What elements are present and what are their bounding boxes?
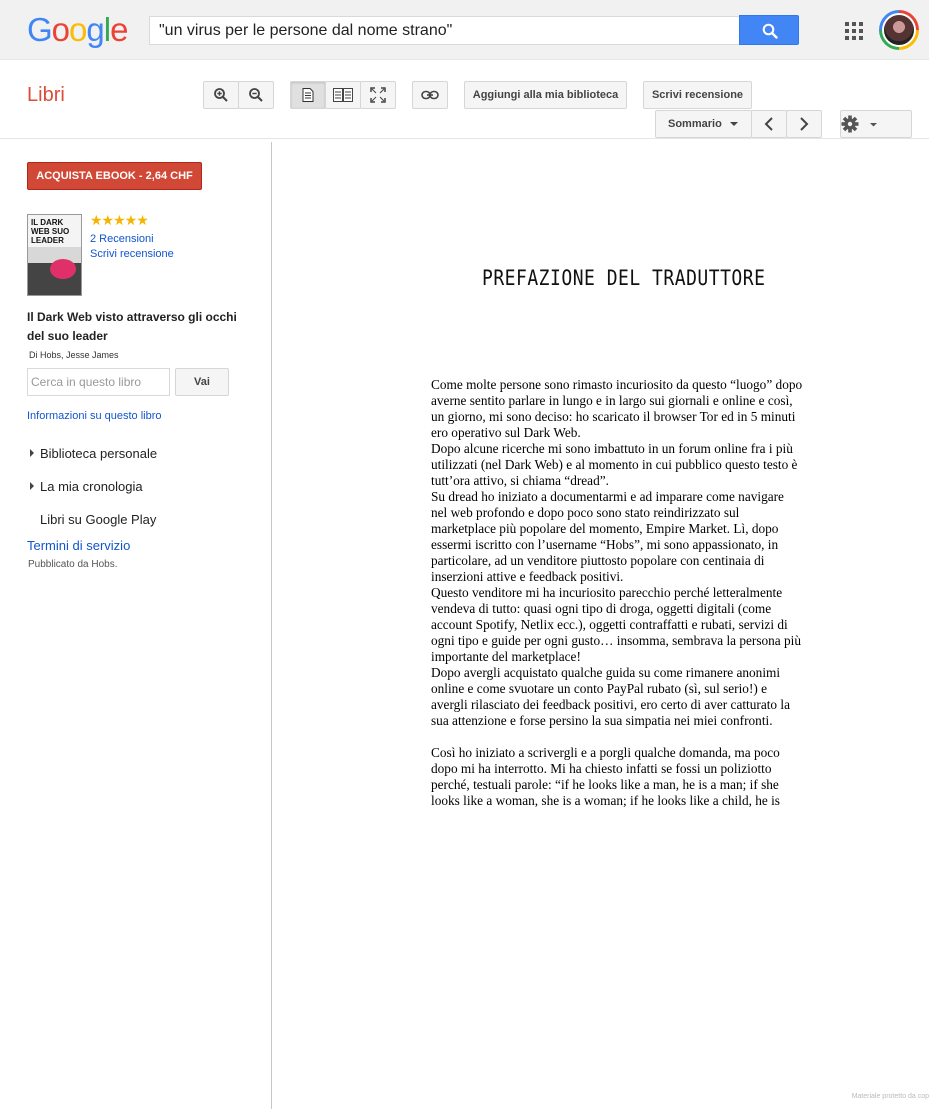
book-info-link[interactable]: Informazioni su questo libro [27,410,162,422]
book-cover[interactable] [27,214,82,296]
zoom-in-icon [213,87,229,103]
toolbar-divider [0,138,929,139]
top-bar [0,0,929,60]
page-body [431,377,803,809]
reviews-link[interactable]: 2 Recensioni [90,233,154,245]
next-page-button[interactable] [786,110,822,138]
zoom-out-button[interactable] [238,81,274,109]
chevron-right-icon [799,117,809,131]
section-title[interactable]: Libri [27,84,65,106]
account-avatar[interactable] [879,10,919,50]
expand-arrow-icon [30,449,34,457]
cover-title: IL DARK WEB SUO LEADER [31,218,70,245]
sidebar-item-label: La mia cronologia [40,479,143,494]
sidebar-item-google-play[interactable] [40,512,156,527]
page-paragraph: Dopo avergli acquistato qualche guida su come rimanere anonimi online e come svuotare un conto PayPal rubato (sì, sul serio!) e avergli rilasciato dei feedback positivi, ero certo di aver catturato la sua attenzione e forse persino la sua simpatia nei miei confronti. [431,665,790,728]
rating-stars: ★★★★★ [90,212,148,228]
buy-ebook-button[interactable]: ACQUISTA EBOOK - 2,64 CHF [27,162,202,190]
sidebar-item-personal-library[interactable] [40,446,157,461]
search-icon [762,23,778,39]
two-page-icon [333,88,353,102]
logo-letter: G [27,11,52,48]
zoom-out-icon [248,87,264,103]
book-search-input[interactable]: Cerca in questo libro [27,368,170,396]
sidebar-item-history[interactable] [40,479,143,494]
sidebar-item-label: Biblioteca personale [40,446,158,461]
gear-icon [841,115,881,133]
fullscreen-icon [370,87,386,103]
single-page-view-button[interactable] [290,81,326,109]
book-title: Il Dark Web visto attraverso gli occhi del suo leader [27,310,237,343]
single-page-icon [302,88,314,102]
contents-dropdown[interactable] [655,110,752,138]
book-page-viewer[interactable] [272,142,929,1109]
google-logo[interactable] [27,12,127,48]
page-paragraph: Dopo alcune ricerche mi sono imbattuto in un forum online fra i più utilizzati (nel Dark Web) e al momento in cui pubblico questo testo è tutt’ora attivo, si chiama “dread”. [431,441,798,488]
page-heading: PREFAZIONE DEL TRADUTTORE [482,266,766,292]
two-page-view-button[interactable] [325,81,361,109]
logo-letter: l [103,11,111,48]
expand-arrow-icon [30,482,34,490]
zoom-in-button[interactable] [203,81,239,109]
page-paragraph: Su dread ho iniziato a documentarmi e ad imparare come navigare nel web profondo e dopo poco sono stato reindirizzato sul marketplace più popolare del momento, Empire Market. Lì, dopo essermi iscritto con l’username “Hobs”, mi sono appassionato, in particolare, ad un venditore piuttosto popolare con centinaia di inserzioni attive e feedback positivi. [431,489,784,584]
search-button[interactable] [739,15,799,45]
book-search-button[interactable]: Vai [175,368,229,396]
logo-letter: g [86,11,104,48]
fullscreen-button[interactable] [360,81,396,109]
write-review-button[interactable]: Scrivi recensione [643,81,752,109]
logo-letter: e [110,11,128,48]
logo-letter: o [69,11,87,48]
page-paragraph: Questo venditore mi ha incuriosito parecchio perché letteralmente vendeva di tutto: quasi ogni tipo di droga, oggetti digitali (come account Spotify, Netlix ecc.), oggetti contraffatti e rubati, servizi di ogni tipo e guide per ogni gusto… insomma, sembrava la persona più importante del marketplace! [431,585,802,664]
chevron-down-icon [730,122,738,126]
publisher-note: Pubblicato da Hobs. [28,559,118,570]
book-authors: Di Hobs, Jesse James [29,350,119,360]
add-to-library-button[interactable]: Aggiungi alla mia biblioteca [464,81,627,109]
link-button[interactable] [412,81,448,109]
logo-letter: o [51,11,70,48]
contents-label: Sommario [668,118,722,130]
page-paragraph: Così ho iniziato a scrivergli e a porgli qualche domanda, ma poco dopo mi ha interrotto. Mi ha chiesto infatti se fossi un poliziotto perché, testuali parole: “if he looks like a man, he is a man; if she looks like a woman, she is a woman; if he looks like a child, he is [431,745,780,808]
cover-art [50,259,76,279]
sidebar-item-label: Libri su Google Play [40,512,157,527]
chevron-left-icon [764,117,774,131]
write-review-link[interactable]: Scrivi recensione [90,248,174,260]
terms-of-service-link[interactable]: Termini di servizio [27,538,131,553]
link-icon [421,90,439,100]
copyright-watermark: Materiale protetto da cop [851,1093,929,1100]
left-sidebar [0,142,271,1109]
apps-grid-icon[interactable] [845,22,863,40]
settings-button[interactable] [840,110,912,138]
search-input[interactable]: "un virus per le persone dal nome strano" [149,16,740,45]
page-paragraph: Come molte persone sono rimasto incuriosito da questo “luogo” dopo averne sentito parlare in lungo e in largo sui giornali e online e così, un giorno, mi sono deciso: ho scaricato il browser Tor ed in 5 minuti ero operativo sul Dark Web. [431,377,803,440]
previous-page-button[interactable] [751,110,787,138]
